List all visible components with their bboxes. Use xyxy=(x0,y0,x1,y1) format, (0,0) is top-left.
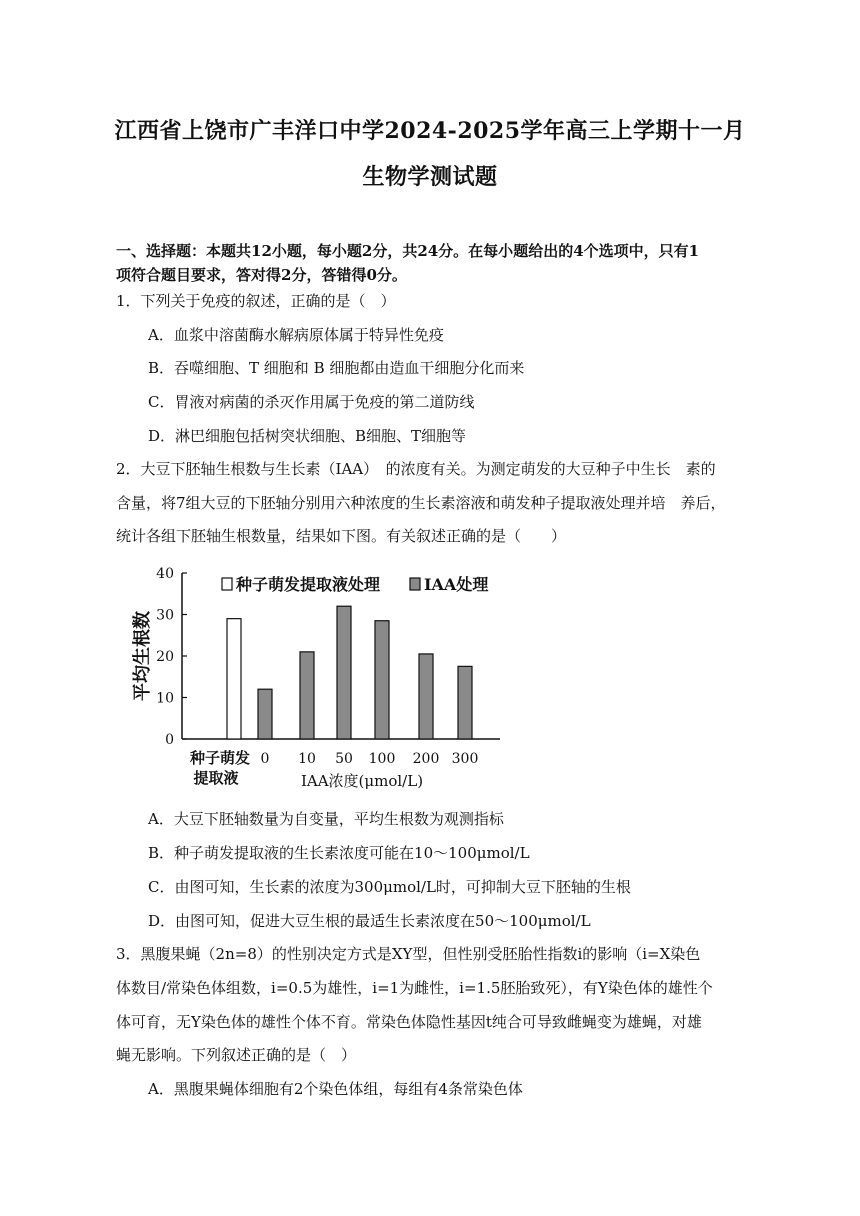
x-tick-label: 200 xyxy=(412,751,440,767)
question-2-stem-line-2: 含量，将7组大豆的下胚轴分别用六种浓度的生长素溶液和萌发种子提取液处理并培 养后， xyxy=(116,494,726,512)
x-tick-label-extract-line-2: 提取液 xyxy=(193,769,239,787)
x-tick-label: 100 xyxy=(368,751,396,767)
legend-label-extract: 种子萌发提取液处理 xyxy=(236,575,381,594)
document-title-line-1: 江西省上饶市广丰洋口中学2024-2025学年高三上学期十一月 xyxy=(114,118,746,144)
root-count-bar-chart xyxy=(120,560,520,795)
y-axis-title: 平均生根数 xyxy=(132,611,153,701)
bar-iaa-50 xyxy=(337,606,351,739)
bar-extract-种子萌发提取液 xyxy=(227,619,241,739)
y-tick-label: 10 xyxy=(156,690,174,707)
question-1-option-a: A．血浆中溶菌酶水解病原体属于特异性免疫 xyxy=(148,326,444,344)
question-1-stem: 1．下列关于免疫的叙述，正确的是（ ） xyxy=(116,292,396,310)
question-2-option-b: B．种子萌发提取液的生长素浓度可能在10～100μmol/L xyxy=(148,844,530,862)
bar-iaa-200 xyxy=(419,654,433,739)
question-2-option-a: A．大豆下胚轴数量为自变量，平均生根数为观测指标 xyxy=(148,810,504,828)
document-title-line-2: 生物学测试题 xyxy=(362,164,498,190)
x-tick-label: 300 xyxy=(451,751,479,767)
x-tick-label-extract-line-1: 种子萌发 xyxy=(189,749,251,767)
question-3-stem-line-3: 体可育，无Y染色体的雄性个体不育。常染色体隐性基因t纯合可导致雌蝇变为雄蝇，对雄 xyxy=(116,1013,702,1031)
question-2-option-d: D．由图可知，促进大豆生根的最适生长素浓度在50～100μmol/L xyxy=(148,912,591,930)
legend-swatch-extract xyxy=(222,578,232,590)
section-heading-line-1: 一、选择题：本题共12小题，每小题2分，共24分。在每小题给出的4个选项中，只有1 xyxy=(116,242,700,260)
question-1-option-b: B．吞噬细胞、T 细胞和 B 细胞都由造血干细胞分化而来 xyxy=(148,359,525,377)
section-heading-line-2: 项符合题目要求，答对得2分，答错得0分。 xyxy=(116,266,407,284)
bar-iaa-0 xyxy=(258,689,272,739)
question-2-stem-line-3: 统计各组下胚轴生根数量，结果如下图。有关叙述正确的是（ ） xyxy=(116,527,567,545)
x-axis-title: IAA浓度(μmol/L) xyxy=(300,772,424,790)
y-tick-label: 40 xyxy=(156,566,174,582)
x-tick-label: 0 xyxy=(260,751,270,767)
question-1-option-d: D．淋巴细胞包括树突状细胞、B细胞、T细胞等 xyxy=(148,427,467,445)
legend-swatch-iaa xyxy=(410,578,420,590)
question-2-option-c: C．由图可知，生长素的浓度为300μmol/L时，可抑制大豆下胚轴的生根 xyxy=(148,878,631,896)
y-tick-label: 30 xyxy=(156,607,174,624)
y-tick-label: 0 xyxy=(165,732,174,748)
question-1-option-c: C．胃液对病菌的杀灭作用属于免疫的第二道防线 xyxy=(148,393,475,411)
x-tick-label: 10 xyxy=(298,751,316,767)
x-tick-label: 50 xyxy=(335,751,353,767)
y-tick-label: 20 xyxy=(156,649,174,665)
legend-label-iaa: IAA处理 xyxy=(424,575,489,594)
bar-iaa-10 xyxy=(300,652,314,739)
question-3-option-a: A．黑腹果蝇体细胞有2个染色体组，每组有4条常染色体 xyxy=(148,1080,523,1098)
question-3-stem-line-1: 3．黑腹果蝇（2n=8）的性别决定方式是XY型，但性别受胚胎性指数i的影响（i=X染色 xyxy=(116,945,701,963)
bar-iaa-100 xyxy=(375,621,389,739)
question-2-stem-line-1: 2．大豆下胚轴生根数与生长素（IAA） 的浓度有关。为测定萌发的大豆种子中生长 素的 xyxy=(116,460,716,478)
question-3-stem-line-4: 蝇无影响。下列叙述正确的是（ ） xyxy=(116,1046,357,1064)
bar-iaa-300 xyxy=(458,666,472,739)
question-3-stem-line-2: 体数目/常染色体组数，i=0.5为雄性，i=1为雌性，i=1.5胚胎致死），有Y染色体的雄性个 xyxy=(116,979,713,997)
